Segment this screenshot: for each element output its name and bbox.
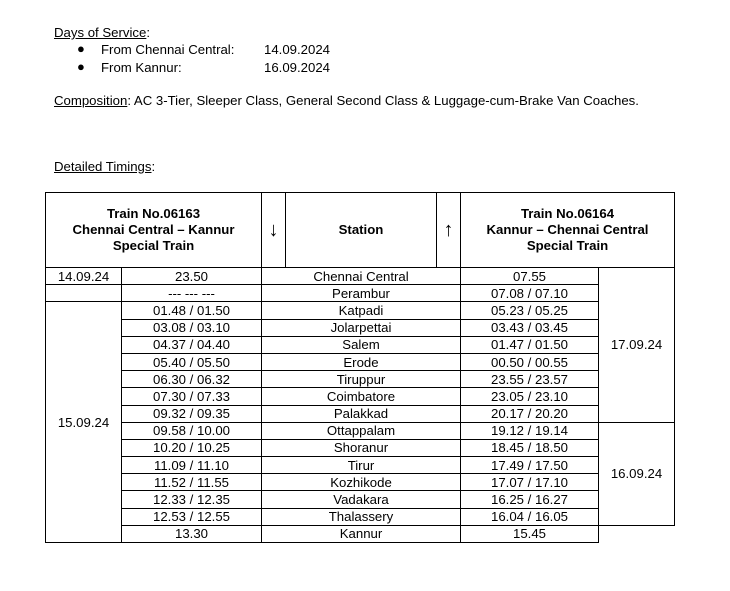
detailed-timings-heading: Detailed Timings: [54,159,156,174]
station-cell: Thalassery [262,508,461,525]
station-cell: Tiruppur [262,371,461,388]
down-time-cell: 07.30 / 07.33 [122,388,262,405]
table-row [46,457,675,474]
up-time-cell: 23.55 / 23.57 [461,371,599,388]
table-row [46,525,675,542]
down-time-cell: 06.30 / 06.32 [122,371,262,388]
station-cell: Chennai Central [262,268,461,285]
table-row [46,353,675,370]
table-row [46,336,675,353]
station-cell: Katpadi [262,302,461,319]
table-row [46,371,675,388]
up-time-cell: 05.23 / 05.25 [461,302,599,319]
station-header: Station [286,193,437,268]
down-time-cell: 12.53 / 12.55 [122,508,262,525]
station-cell: Erode [262,353,461,370]
table-row [46,285,675,302]
down-time-cell: 23.50 [122,268,262,285]
up-time-cell: 18.45 / 18.50 [461,439,599,456]
up-time-cell: 17.49 / 17.50 [461,457,599,474]
table-row [46,491,675,508]
down-time-cell: 05.40 / 05.50 [122,353,262,370]
up-train-header: Train No.06164 Kannur – Chennai Central Special Train [461,193,675,268]
down-date-blank [46,285,122,302]
down-train-header: Train No.06163 Chennai Central – Kannur Special Train [46,193,262,268]
station-cell: Jolarpettai [262,319,461,336]
up-time-cell: 07.08 / 07.10 [461,285,599,302]
table-row [46,439,675,456]
down-time-cell: 03.08 / 03.10 [122,319,262,336]
down-arrow-icon: ↓ [262,193,286,268]
composition-heading: Composition [54,93,128,108]
down-time-cell: 11.52 / 11.55 [122,474,262,491]
timings-table [45,192,675,543]
down-time-cell: 12.33 / 12.35 [122,491,262,508]
bullet-icon: ● [77,59,85,74]
station-cell: Salem [262,336,461,353]
table-row [46,508,675,525]
station-cell: Kannur [262,525,461,542]
up-time-cell: 03.43 / 03.45 [461,319,599,336]
station-cell: Tirur [262,457,461,474]
up-time-cell: 17.07 / 17.10 [461,474,599,491]
down-time-cell: 13.30 [122,525,262,542]
up-date-cell: 16.09.24 [599,422,675,525]
down-time-cell: 11.09 / 11.10 [122,457,262,474]
station-cell: Ottappalam [262,422,461,439]
down-time-cell: 10.20 / 10.25 [122,439,262,456]
down-time-cell: 04.37 / 04.40 [122,336,262,353]
up-time-cell: 15.45 [461,525,599,542]
down-date-cell: 14.09.24 [46,268,122,285]
table-row [46,268,675,285]
down-time-cell: 09.58 / 10.00 [122,422,262,439]
table-row [46,422,675,439]
bullet-icon: ● [77,41,85,56]
composition-text: : AC 3-Tier, Sleeper Class, General Second Class & Luggage-cum-Brake Van Coaches. [127,93,639,108]
down-date-cell: 15.09.24 [46,302,122,543]
table-row [46,302,675,319]
up-time-cell: 20.17 / 20.20 [461,405,599,422]
table-row [46,319,675,336]
station-cell: Palakkad [262,405,461,422]
down-time-cell: 01.48 / 01.50 [122,302,262,319]
up-time-cell: 16.04 / 16.05 [461,508,599,525]
up-arrow-icon: ↑ [437,193,461,268]
up-time-cell: 01.47 / 01.50 [461,336,599,353]
up-date-cell: 17.09.24 [599,268,675,423]
down-time-cell: --- --- --- [122,285,262,302]
table-row [46,474,675,491]
up-time-cell: 00.50 / 00.55 [461,353,599,370]
down-time-cell: 09.32 / 09.35 [122,405,262,422]
composition-paragraph [54,92,668,109]
station-cell: Kozhikode [262,474,461,491]
station-cell: Coimbatore [262,388,461,405]
days-of-service-heading: Days of Service: [54,25,151,40]
up-time-cell: 19.12 / 19.14 [461,422,599,439]
up-time-cell: 23.05 / 23.10 [461,388,599,405]
station-cell: Vadakara [262,491,461,508]
table-row [46,388,675,405]
up-time-cell: 07.55 [461,268,599,285]
station-cell: Perambur [262,285,461,302]
table-row [46,405,675,422]
station-cell: Shoranur [262,439,461,456]
up-time-cell: 16.25 / 16.27 [461,491,599,508]
